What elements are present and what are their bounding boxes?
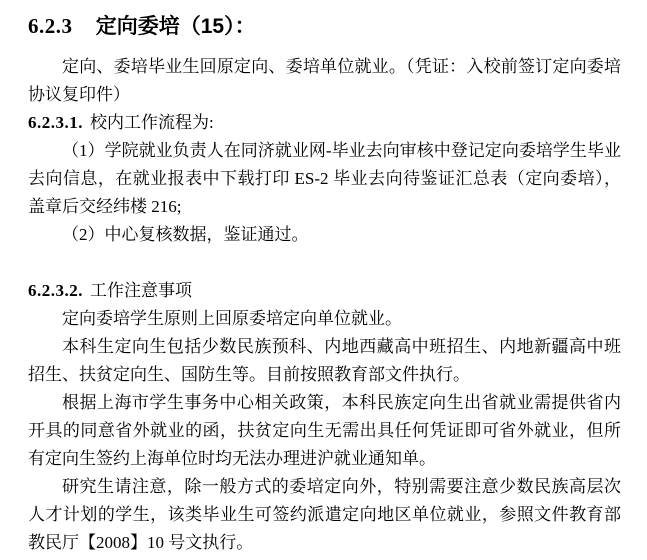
workflow-step-1: （1）学院就业负责人在同济就业网-毕业去向审核中登记定向委培学生毕业去向信息，在就业报表中下载打印 ES-2 毕业去向待鉴证汇总表（定向委培），盖章后交经纬楼 216;: [28, 141, 621, 216]
intro-paragraph: 定向、委培毕业生回原定向、委培单位就业。（凭证：入校前签订定向委培协议复印件）: [28, 57, 621, 104]
subsection-1-heading-text: 校内工作流程为:: [90, 113, 214, 132]
notes-paragraph-2: 本科生定向生包括少数民族预科、内地西藏高中班招生、内地新疆高中班招生、扶贫定向生、国防生等。目前按照教育部文件执行。: [28, 337, 621, 384]
subsection-2-heading-text: 工作注意事项: [90, 281, 192, 300]
subsection-2-number: 6.2.3.2.: [28, 281, 83, 300]
workflow-step-2: （2）中心复核数据，鉴证通过。: [62, 225, 309, 244]
notes-paragraph-4: 研究生请注意，除一般方式的委培定向外，特别需要注意少数民族高层次人才计划的学生，该类毕业生可签约派遣定向地区单位就业，参照文件教育部教民厅【2008】10 号文执行。: [28, 477, 621, 552]
subsection-2-heading: [28, 277, 621, 305]
notes-paragraph-3: 根据上海市学生事务中心相关政策，本科民族定向生出省就业需提供省内开具的同意省外就业的函，扶贫定向生无需出具任何凭证即可省外就业，但所有定向生签约上海单位时均无法办理进沪就业通知单。: [28, 393, 621, 468]
section-heading: [28, 12, 621, 41]
section-heading-text: 定向委培（15）：: [95, 15, 256, 38]
section-heading-number: 6.2.3: [28, 14, 73, 38]
notes-paragraph-1: 定向委培学生原则上回原委培定向单位就业。: [62, 309, 402, 328]
subsection-1-heading: [28, 109, 621, 137]
subsection-1-number: 6.2.3.1.: [28, 113, 83, 132]
